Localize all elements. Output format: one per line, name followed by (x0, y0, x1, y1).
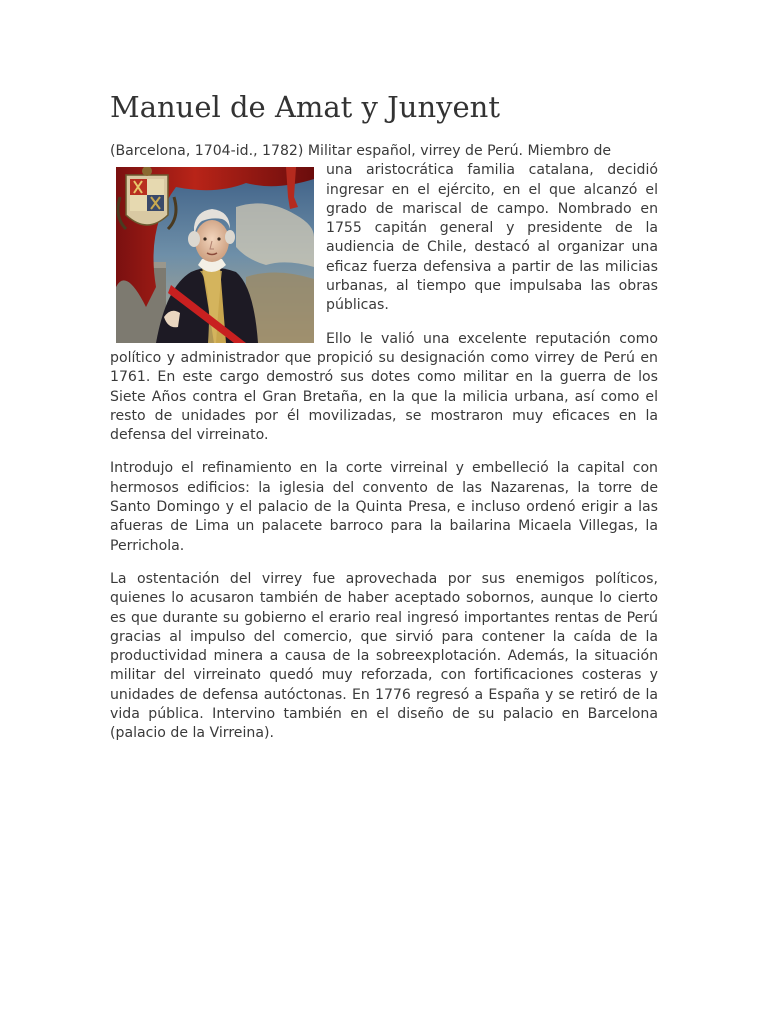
intro-text: una aristocrática familia catalana, decidió ingresar en el ejército, en el que alcanzó el grado de mariscal de campo. Nombrado en 1755 capitán general y presidente de la audiencia de Chile, destacó al organizar una eficaz fuerza defensiva a partir de las milicias urbanas, al tiempo que impulsaba las obras públicas. (326, 162, 658, 314)
paragraph-4: La ostentación del virrey fue aprovechada por sus enemigos políticos, quienes lo acusaron también de haber aceptado sobornos, aunque lo cierto es que durante su gobierno el erario real ingresó importantes rentas de Perú gracias al impulso del comercio, que sirvió para contener la caída de la productividad minera a causa de la sobreexplotación. Además, la situación militar del virreinato quedó muy reforzada, con fortificaciones costeras y unidades de defensa autóctonas. En 1776 regresó a España y se retiró de la vida pública. Intervino también en el diseño de su palacio en Barcelona (palacio de la Virreina). (110, 570, 658, 742)
paragraph-3: Introdujo el refinamiento en la corte virreinal y embelleció la capital con hermosos edificios: la iglesia del convento de las Nazarenas, la torre de Santo Domingo y el palacio de la Quinta Presa, e incluso ordenó erigir a las afueras de Lima un palacete barroco para la bailarina Micaela Villegas, la Perrichola. (110, 460, 658, 554)
article-title: Manuel de Amat y Junyent (110, 90, 500, 124)
article-body (110, 142, 658, 758)
intro-first-line: (Barcelona, 1704-id., 1782) Militar español, virrey de Perú. Miembro de (110, 143, 612, 159)
intro-paragraph (110, 142, 658, 316)
paragraph-2: Ello le valió una excelente reputación como político y administrador que propició su designación como virrey de Perú en 1761. En este cargo demostró sus dotes como militar en la guerra de los Siete Años contra el Gran Bretaña, en la que la milicia urbana, así como el resto de unidades por él movilizadas, se mostraron muy eficaces en la defensa del virreinato. (110, 330, 658, 444)
portrait-image (116, 167, 314, 343)
